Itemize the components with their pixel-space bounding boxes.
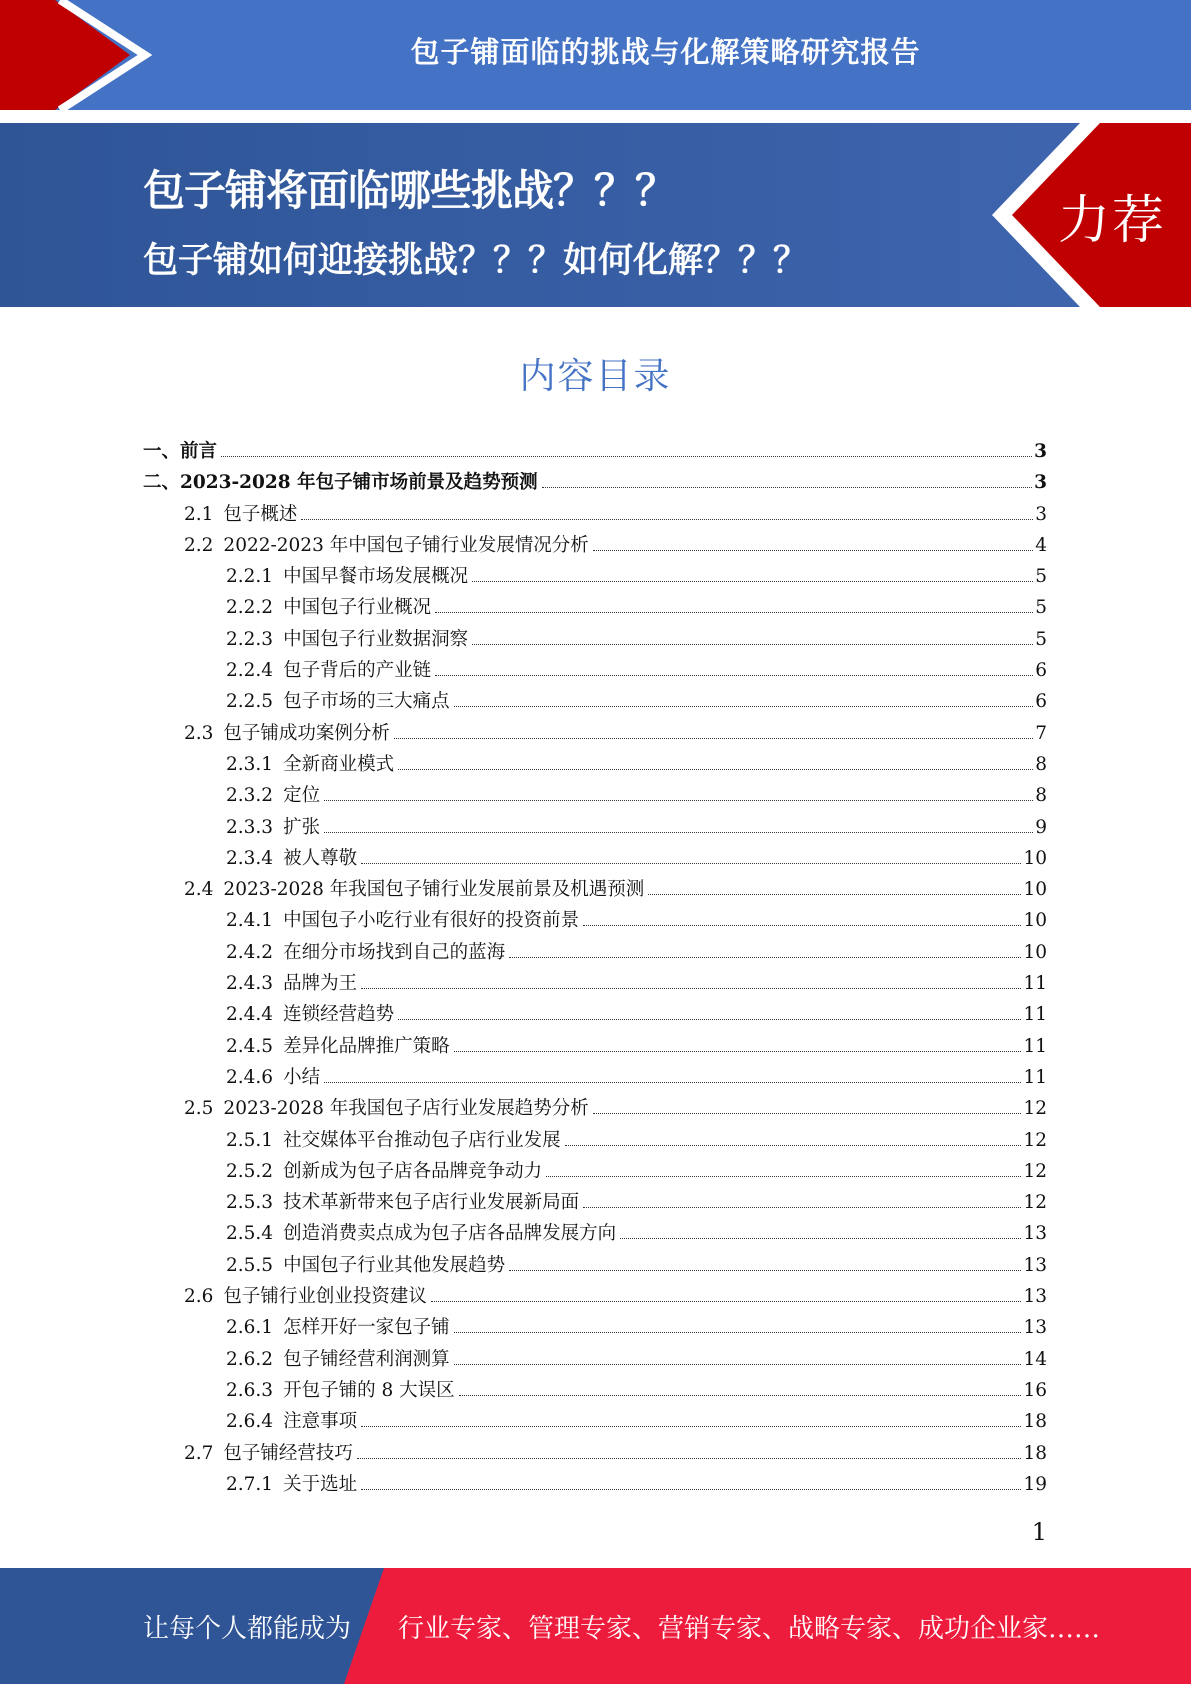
toc-entry-number: 2.3 <box>184 722 214 744</box>
toc-entry-page: 8 <box>1035 753 1047 775</box>
toc-entry-page: 12 <box>1023 1098 1047 1120</box>
toc-entry-page: 10 <box>1023 879 1047 901</box>
toc-entry[interactable] <box>143 1250 1047 1281</box>
toc-entry-page: 7 <box>1035 722 1047 744</box>
toc-dot-leader <box>324 1081 1021 1083</box>
toc-entry-title: 中国包子小吃行业有很好的投资前景 <box>283 910 580 932</box>
toc-entry-title: 包子背后的产业链 <box>283 660 432 682</box>
toc-entry-number: 2.4.6 <box>226 1066 274 1088</box>
toc-entry-title: 创造消费卖点成为包子店各品牌发展方向 <box>283 1223 617 1245</box>
toc-dot-leader <box>361 987 1021 989</box>
toc-entry[interactable] <box>143 1062 1047 1093</box>
toc-entry-number: 2.3.4 <box>226 847 274 869</box>
toc-entry[interactable] <box>143 968 1047 999</box>
toc-entry-number: 2.2.3 <box>226 628 274 650</box>
toc-entry-page: 6 <box>1035 660 1047 682</box>
toc-entry-number: 2.3.1 <box>226 753 274 775</box>
toc-entry-title: 包子铺行业创业投资建议 <box>223 1286 427 1308</box>
toc-dot-leader <box>324 799 1033 801</box>
toc-entry-number: 2.5.3 <box>226 1192 274 1214</box>
page-number: 1 <box>1031 1518 1047 1546</box>
toc-dot-leader <box>454 1050 1022 1052</box>
toc-entry-title: 开包子铺的 8 大误区 <box>283 1379 455 1401</box>
toc-entry[interactable] <box>143 999 1047 1030</box>
toc-entry[interactable] <box>143 718 1047 749</box>
toc-entry-page: 3 <box>1034 472 1047 494</box>
toc-entry-title: 中国包子行业数据洞察 <box>283 628 469 650</box>
hero-banner <box>0 123 1191 307</box>
toc-entry-number: 2.6.1 <box>226 1317 274 1339</box>
toc-entry-number: 2.5 <box>184 1098 214 1120</box>
toc-entry[interactable] <box>143 749 1047 780</box>
hero-subheadline: 包子铺如何迎接挑战？？？如何化解？？？ <box>143 241 809 281</box>
toc-entry[interactable] <box>143 561 1047 592</box>
toc-entry[interactable] <box>143 624 1047 655</box>
toc-entry-title: 怎样开好一家包子铺 <box>283 1317 450 1339</box>
toc-entry-title: 品牌为王 <box>283 973 358 995</box>
toc-dot-leader <box>472 643 1033 645</box>
toc-dot-leader <box>431 1300 1022 1302</box>
toc-entry-number: 2.6.4 <box>226 1411 274 1433</box>
toc-dot-leader <box>394 737 1033 739</box>
report-title: 包子铺面临的挑战与化解策略研究报告 <box>410 35 921 69</box>
toc-entry-title: 创新成为包子店各品牌竞争动力 <box>283 1160 543 1182</box>
toc-entry-title: 包子概述 <box>223 503 298 525</box>
toc-entry-page: 18 <box>1023 1411 1047 1433</box>
toc-entry-title: 连锁经营趋势 <box>283 1004 395 1026</box>
toc-entry-number: 2.2.2 <box>226 597 274 619</box>
toc-entry-page: 10 <box>1023 941 1047 963</box>
toc-entry-number: 2.3.2 <box>226 785 274 807</box>
toc-dot-leader <box>361 862 1021 864</box>
toc-entry-number: 2.1 <box>184 503 214 525</box>
toc-heading: 内容目录 <box>519 356 672 397</box>
toc-entry-page: 4 <box>1035 534 1047 556</box>
toc-entry-title: 前言 <box>180 441 218 462</box>
toc-dot-leader <box>593 549 1034 551</box>
toc-entry-page: 6 <box>1035 691 1047 713</box>
toc-entry-page: 13 <box>1023 1223 1047 1245</box>
toc-dot-leader <box>472 580 1033 582</box>
hero-headline: 包子铺将面临哪些挑战？？？ <box>143 166 677 215</box>
toc-entry-page: 11 <box>1023 973 1047 995</box>
toc-entry-page: 8 <box>1035 785 1047 807</box>
toc-entry[interactable] <box>143 436 1047 467</box>
toc-entry[interactable] <box>143 1344 1047 1375</box>
toc-entry-page: 5 <box>1035 597 1047 619</box>
toc-entry-page: 3 <box>1035 503 1047 525</box>
toc-entry[interactable] <box>143 530 1047 561</box>
toc-entry-page: 12 <box>1023 1160 1047 1182</box>
toc-entry-title: 包子铺经营技巧 <box>223 1442 353 1464</box>
toc-entry-page: 13 <box>1023 1317 1047 1339</box>
toc-entry-page: 13 <box>1023 1254 1047 1276</box>
toc-dot-leader <box>509 956 1021 958</box>
toc-entry-title: 关于选址 <box>283 1473 358 1495</box>
toc-entry-number: 2.5.4 <box>226 1223 274 1245</box>
toc-entry-number: 2.6 <box>184 1286 214 1308</box>
toc-entry-page: 11 <box>1023 1066 1047 1088</box>
toc-entry-number: 2.6.2 <box>226 1348 274 1370</box>
toc-entry-title: 技术革新带来包子店行业发展新局面 <box>283 1192 580 1214</box>
footer-slogan-right: 行业专家、管理专家、营销专家、战略专家、成功企业家…… <box>398 1614 1101 1644</box>
top-banner <box>0 0 1191 110</box>
toc-entry-number: 二、 <box>143 472 181 494</box>
toc-entry[interactable] <box>143 874 1047 905</box>
toc-entry-number: 2.4.2 <box>226 941 274 963</box>
toc-entry[interactable] <box>143 592 1047 623</box>
toc-entry[interactable] <box>143 843 1047 874</box>
toc-dot-leader <box>454 705 1034 707</box>
toc-entry-page: 13 <box>1023 1286 1047 1308</box>
toc-entry-number: 2.2.5 <box>226 691 274 713</box>
toc-entry-page: 5 <box>1035 566 1047 588</box>
toc-entry-page: 10 <box>1023 847 1047 869</box>
toc-dot-leader <box>454 1331 1022 1333</box>
toc-entry-page: 12 <box>1023 1129 1047 1151</box>
toc-entry[interactable] <box>143 812 1047 843</box>
toc-entry-title: 2022-2023 年中国包子铺行业发展情况分析 <box>223 534 589 556</box>
toc-dot-leader <box>593 1112 1022 1114</box>
toc-entry-title: 包子铺成功案例分析 <box>223 722 390 744</box>
toc-entry-title: 包子铺经营利润测算 <box>283 1348 450 1370</box>
toc-entry-page: 10 <box>1023 910 1047 932</box>
toc-entry[interactable] <box>143 1438 1047 1469</box>
toc-dot-leader <box>324 831 1033 833</box>
toc-entry-page: 9 <box>1035 816 1047 838</box>
toc-dot-leader <box>398 1018 1021 1020</box>
toc-dot-leader <box>542 486 1033 488</box>
footer-slogan-left: 让每个人都能成为 <box>143 1614 352 1644</box>
toc-entry-title: 中国早餐市场发展概况 <box>283 566 469 588</box>
toc-entry-page: 14 <box>1023 1348 1047 1370</box>
recommend-tag: 力荐 <box>1058 191 1167 251</box>
toc-entry-page: 12 <box>1023 1192 1047 1214</box>
toc-entry-number: 2.7.1 <box>226 1473 274 1495</box>
toc-entry[interactable] <box>143 1375 1047 1406</box>
toc-entry-title: 差异化品牌推广策略 <box>283 1035 450 1057</box>
table-of-contents <box>143 436 1047 1500</box>
toc-entry-title: 定位 <box>283 785 321 807</box>
toc-entry-title: 被人尊敬 <box>283 847 358 869</box>
toc-dot-leader <box>509 1269 1021 1271</box>
toc-dot-leader <box>454 1363 1022 1365</box>
toc-entry-title: 在细分市场找到自己的蓝海 <box>283 941 506 963</box>
toc-entry[interactable] <box>143 1469 1047 1500</box>
toc-dot-leader <box>398 768 1033 770</box>
toc-dot-leader <box>459 1394 1022 1396</box>
toc-entry[interactable] <box>143 1406 1047 1437</box>
toc-entry[interactable] <box>143 499 1047 530</box>
toc-entry-number: 2.5.5 <box>226 1254 274 1276</box>
toc-dot-leader <box>435 611 1033 613</box>
toc-entry-number: 2.7 <box>184 1442 214 1464</box>
toc-entry[interactable] <box>143 1281 1047 1312</box>
toc-entry[interactable] <box>143 1031 1047 1062</box>
toc-entry-page: 19 <box>1023 1473 1047 1495</box>
toc-entry-page: 11 <box>1023 1004 1047 1026</box>
toc-entry[interactable] <box>143 905 1047 936</box>
toc-entry[interactable] <box>143 686 1047 717</box>
toc-entry[interactable] <box>143 1312 1047 1343</box>
toc-entry[interactable] <box>143 780 1047 811</box>
toc-entry[interactable] <box>143 1156 1047 1187</box>
toc-dot-leader <box>361 1488 1021 1490</box>
toc-entry-title: 包子市场的三大痛点 <box>283 691 450 713</box>
toc-entry-title: 2023-2028 年我国包子铺行业发展前景及机遇预测 <box>223 879 645 901</box>
toc-dot-leader <box>583 1206 1021 1208</box>
toc-entry-title: 扩张 <box>283 816 321 838</box>
toc-entry-title: 2023-2028 年我国包子店行业发展趋势分析 <box>223 1098 589 1120</box>
toc-entry[interactable] <box>143 1093 1047 1124</box>
toc-entry-page: 3 <box>1034 441 1047 462</box>
toc-entry-title: 注意事项 <box>283 1411 358 1433</box>
toc-dot-leader <box>301 518 1033 520</box>
toc-dot-leader <box>565 1144 1022 1146</box>
toc-dot-leader <box>546 1175 1021 1177</box>
toc-entry-number: 2.4 <box>184 879 214 901</box>
toc-dot-leader <box>361 1425 1021 1427</box>
toc-entry-number: 2.6.3 <box>226 1379 274 1401</box>
toc-entry-number: 2.5.2 <box>226 1160 274 1182</box>
toc-entry-number: 2.2.1 <box>226 566 274 588</box>
toc-entry-page: 5 <box>1035 628 1047 650</box>
toc-dot-leader <box>221 455 1032 457</box>
toc-entry-number: 2.5.1 <box>226 1129 274 1151</box>
toc-dot-leader <box>648 893 1021 895</box>
toc-entry[interactable] <box>143 1218 1047 1249</box>
toc-entry[interactable] <box>143 655 1047 686</box>
toc-dot-leader <box>357 1457 1022 1459</box>
toc-entry-title: 小结 <box>283 1066 321 1088</box>
toc-entry-number: 2.3.3 <box>226 816 274 838</box>
toc-entry-number: 2.2 <box>184 534 214 556</box>
toc-entry-number: 2.4.3 <box>226 973 274 995</box>
toc-entry-title: 全新商业模式 <box>283 753 395 775</box>
toc-dot-leader <box>435 674 1033 676</box>
toc-entry[interactable] <box>143 1187 1047 1218</box>
footer-banner <box>0 1568 1191 1684</box>
toc-entry-number: 2.2.4 <box>226 660 274 682</box>
toc-entry-number: 一、 <box>143 441 181 462</box>
toc-entry-number: 2.4.4 <box>226 1004 274 1026</box>
toc-entry-title: 社交媒体平台推动包子店行业发展 <box>283 1129 561 1151</box>
toc-entry[interactable] <box>143 1125 1047 1156</box>
toc-entry-number: 2.4.5 <box>226 1035 274 1057</box>
toc-entry-title: 2023-2028 年包子铺市场前景及趋势预测 <box>180 472 538 494</box>
toc-entry-page: 18 <box>1023 1442 1047 1464</box>
toc-entry-page: 11 <box>1023 1035 1047 1057</box>
toc-entry-number: 2.4.1 <box>226 910 274 932</box>
toc-entry[interactable] <box>143 467 1047 498</box>
toc-entry-title: 中国包子行业其他发展趋势 <box>283 1254 506 1276</box>
toc-dot-leader <box>620 1237 1021 1239</box>
toc-entry[interactable] <box>143 937 1047 968</box>
toc-entry-page: 16 <box>1023 1379 1047 1401</box>
toc-entry-title: 中国包子行业概况 <box>283 597 432 619</box>
toc-dot-leader <box>583 924 1021 926</box>
